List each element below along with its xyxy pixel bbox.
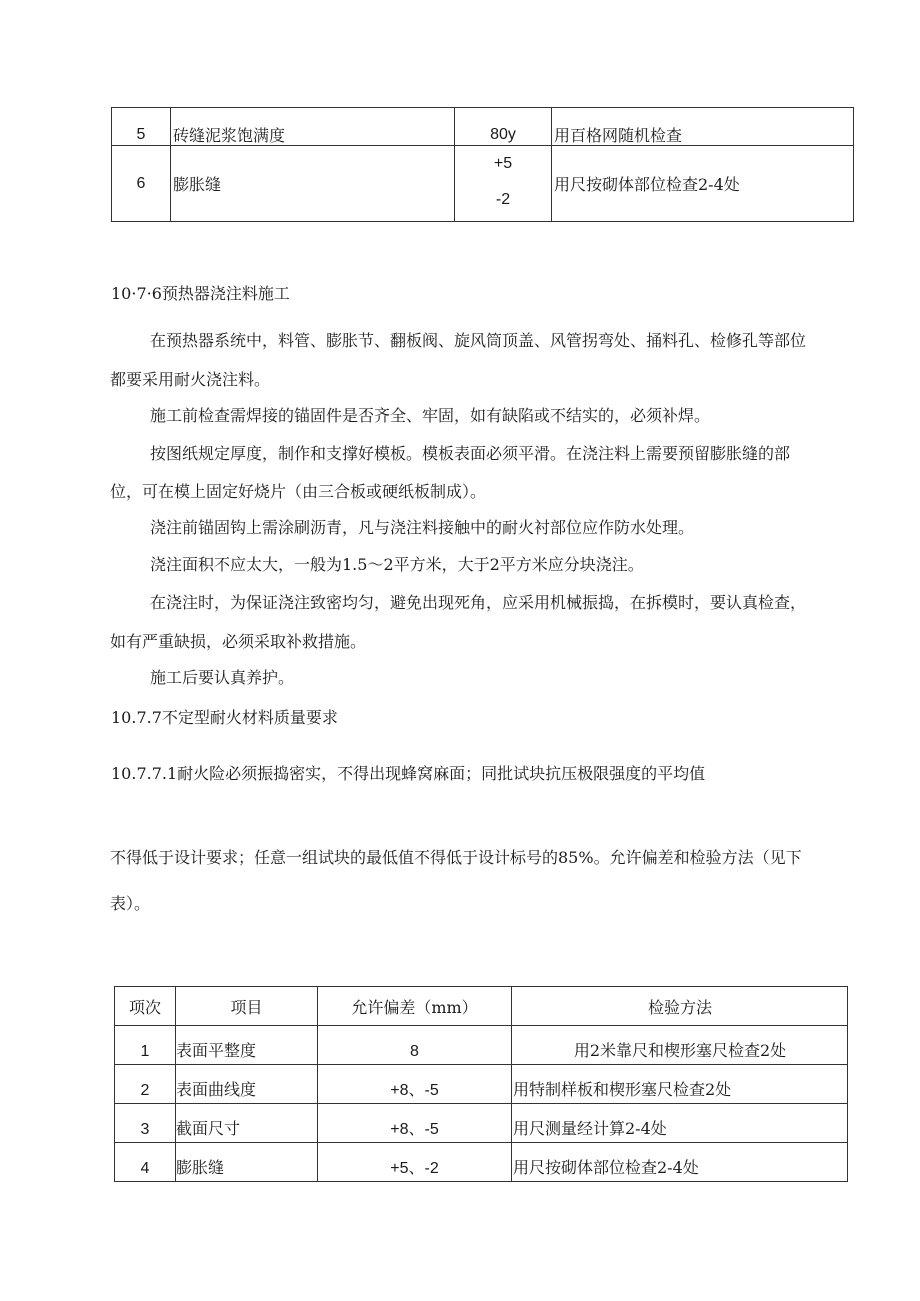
header-method: 检验方法 — [647, 997, 712, 1017]
header-no: 项次 — [128, 999, 161, 1017]
row-item: 表面曲线度 — [176, 1080, 257, 1099]
tolerance-table-top — [111, 107, 854, 222]
row-method: 用百格网随机检查 — [554, 126, 683, 145]
row-item: 砖缝泥浆饱满度 — [173, 126, 286, 145]
paragraph-line: 施工后要认真养护。 — [150, 668, 295, 687]
paragraph-line: 施工前检查需焊接的锚固件是否齐全、牢固，如有缺陷或不结实的，必须补焊。 — [150, 406, 711, 425]
row-method: 用尺按砌体部位检查2-4处 — [513, 1158, 699, 1177]
table-row — [115, 1026, 848, 1065]
tolerance-table-bottom — [114, 986, 848, 1182]
paragraph-line: 在浇注时，为保证浇注致密均匀，避免出现死角，应采用机械振捣，在拆模时，要认真检查， — [150, 593, 807, 612]
paragraph-line: 按图纸规定厚度，制作和支撑好模板。模板表面必须平滑。在浇注料上需要预留膨胀缝的部 — [150, 444, 791, 463]
header-item: 项目 — [230, 997, 263, 1017]
table-row — [112, 146, 854, 222]
row-item: 表面平整度 — [176, 1041, 257, 1060]
row-tolerance-plus: +5 — [493, 154, 513, 172]
section-heading-10-7-7: 10.7.7不定型耐火材料质量要求 — [111, 708, 338, 727]
table-row — [112, 108, 854, 146]
table-row — [115, 1065, 848, 1104]
paragraph-line: 不得低于设计要求；任意一组试块的最低值不得低于设计标号的85%。允许偏差和检验方法（见下 — [110, 848, 802, 867]
row-method: 用尺按砌体部位检查2-4处 — [554, 175, 740, 194]
row-tolerance: +8、-5 — [390, 1082, 439, 1099]
paragraph-line: 10.7.7.1耐火险必须振捣密实，不得出现蜂窝麻面；同批试块抗压极限强度的平均值 — [111, 764, 706, 783]
row-tolerance: +5、-2 — [390, 1160, 439, 1177]
table-row — [115, 1143, 848, 1182]
paragraph-line: 都要采用耐火浇注料。 — [110, 370, 271, 389]
row-item: 截面尺寸 — [176, 1119, 241, 1138]
table-row — [115, 1104, 848, 1143]
paragraph-line: 如有严重缺损，必须采取补救措施。 — [110, 632, 367, 651]
row-method: 用特制样板和楔形塞尺检查2处 — [513, 1080, 732, 1099]
row-number: 5 — [136, 125, 146, 143]
row-number: 6 — [136, 174, 146, 192]
row-number: 1 — [140, 1043, 150, 1060]
paragraph-line: 表）。 — [110, 894, 151, 913]
row-method: 用尺测量经计算2-4处 — [513, 1119, 667, 1138]
section-heading-10-7-6: 10·7·6预热器浇注料施工 — [111, 284, 290, 303]
row-tolerance: 8 — [410, 1043, 419, 1060]
header-tolerance: 允许偏差（mm） — [351, 997, 478, 1017]
row-tolerance-minus: -2 — [495, 190, 511, 208]
paragraph-line: 位，可在模上固定好烧片（由三合板或硬纸板制成）。 — [110, 482, 487, 501]
table-header-row — [115, 987, 848, 1026]
row-tolerance: +8、-5 — [390, 1121, 439, 1138]
row-number: 2 — [140, 1082, 150, 1099]
row-item: 膨胀缝 — [176, 1158, 225, 1177]
row-tolerance: 80y — [490, 125, 516, 143]
row-number: 3 — [140, 1121, 150, 1138]
row-item: 膨胀缝 — [173, 175, 222, 194]
row-method: 用2米靠尺和楔形塞尺检查2处 — [573, 1041, 787, 1060]
paragraph-line: 浇注面积不应太大，一般为1.5～2平方米，大于2平方米应分块浇注。 — [150, 555, 644, 574]
row-number: 4 — [140, 1160, 150, 1177]
paragraph-line: 在预热器系统中，料管、膨胀节、翻板阀、旋风筒顶盖、风管拐弯处、捅料孔、检修孔等部位 — [150, 331, 807, 350]
paragraph-line: 浇注前锚固钩上需涂刷沥青，凡与浇注料接触中的耐火衬部位应作防水处理。 — [150, 518, 695, 537]
